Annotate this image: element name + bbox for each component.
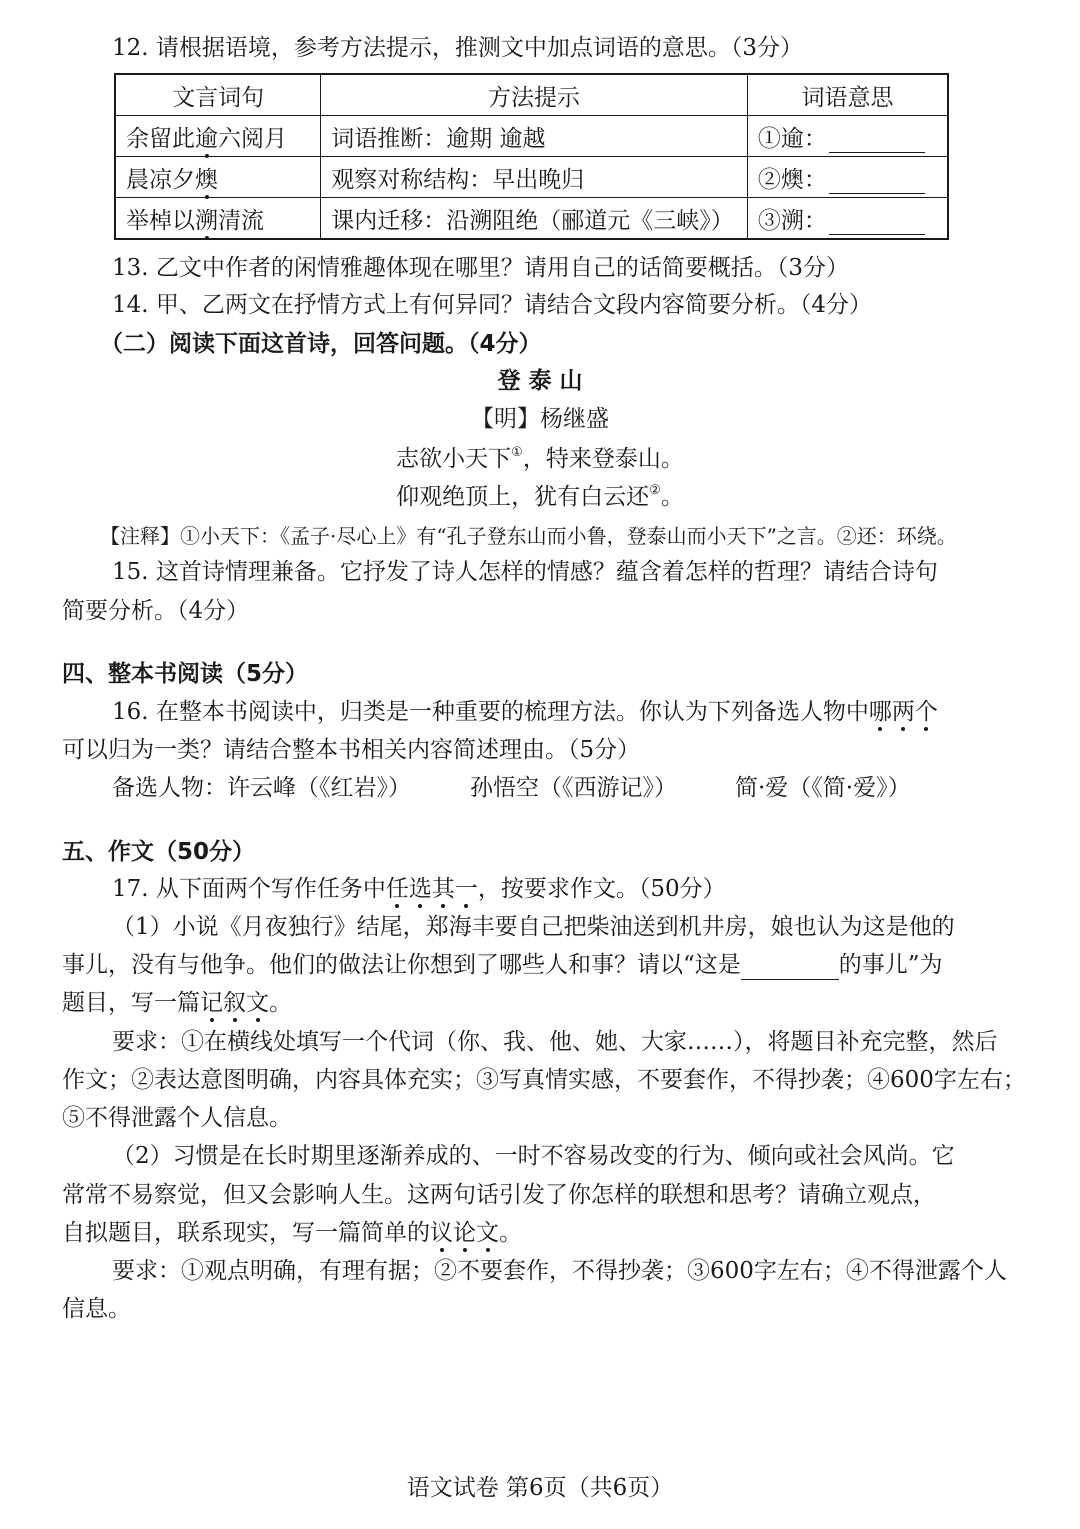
task-1-requirements: 要求：①在横线处填写一个代词（你、我、他、她、大家……），将题目补充完整，然后: [112, 1029, 998, 1055]
poem-line: [0, 444, 1080, 474]
section-heading: （二）阅读下面这首诗，回答问题。（4分）: [100, 331, 542, 357]
question-17: [112, 874, 726, 904]
dotted-char: 文: [246, 990, 269, 1016]
dotted-char: 任: [385, 876, 409, 902]
footnote-marker: ②: [649, 483, 661, 498]
table-row: [115, 198, 948, 240]
dotted-char: 议: [430, 1220, 453, 1246]
poem-line: [0, 482, 1080, 512]
title-blank[interactable]: [741, 957, 839, 980]
meaning-cell: [747, 198, 948, 240]
answer-blank[interactable]: [829, 212, 925, 235]
table-row: [115, 157, 948, 198]
question-14: 14. 甲、乙两文在抒情方式上有何异同？请结合文段内容简要分析。（4分）: [112, 292, 873, 318]
poem-text: 。: [660, 484, 684, 510]
dotted-char: 溯: [195, 207, 218, 234]
task-text: 事儿，没有与他争。他们的做法让你想到了哪些人和事？请以“这是: [62, 952, 741, 978]
hint-cell: 课内迁移：沿溯阻绝（郦道元《三峡》）: [321, 198, 748, 240]
page-footer: 语文试卷 第6页（共6页）: [406, 1475, 674, 1501]
task-text: 。: [499, 1220, 522, 1246]
section-heading: 五、作文（50分）: [62, 839, 256, 865]
meaning-cell: [747, 157, 948, 198]
task-1-cont: [62, 988, 292, 1018]
dotted-char: 记: [200, 990, 223, 1016]
question-16-cont: 可以归为一类？请结合整本书相关内容简述理由。（5分）: [62, 737, 641, 763]
poem-note: 【注释】①小天下：《孟子·尽心上》有“孔子登东山而小鲁，登泰山而小天下”之言。②还：环绕。: [100, 524, 957, 548]
dotted-char: 选: [408, 876, 432, 902]
question-12: 12. 请根据语境，参考方法提示，推测文中加点词语的意思。（3分）: [112, 35, 804, 61]
poem-title: 登 泰 山: [497, 368, 583, 394]
task-1-cont: [62, 950, 943, 980]
phrase-text: 晨凉夕: [126, 166, 195, 193]
task-2-cont: 常常不易察觉，但又会影响人生。这两句话引发了你怎样的联想和思考？请确立观点，: [62, 1182, 936, 1208]
task-text: 题目，写一篇: [62, 990, 200, 1016]
poem-text: 仰观绝顶上，犹有白云还: [396, 484, 650, 510]
task-1-requirements: ⑤不得泄露个人信息。: [62, 1105, 292, 1131]
meaning-label: ③溯：: [757, 207, 827, 234]
task-text: 自拟题目，联系现实，写一篇简单的: [62, 1220, 430, 1246]
dotted-char: 论: [453, 1220, 476, 1246]
vocab-table: [114, 73, 949, 240]
table-row: [115, 116, 948, 157]
question-text: 17. 从下面两个写作任务中: [112, 876, 386, 902]
dotted-char: 燠: [195, 166, 218, 193]
phrase-text: 清流: [218, 207, 264, 234]
meaning-label: ②燠：: [757, 166, 827, 193]
phrase-cell: [115, 116, 321, 157]
question-13: 13. 乙文中作者的闲情雅趣体现在哪里？请用自己的话简要概括。（3分）: [112, 255, 850, 281]
table-header: 词语意思: [747, 74, 948, 116]
poem-author: 【明】杨继盛: [471, 406, 609, 432]
answer-blank[interactable]: [829, 171, 925, 194]
answer-blank[interactable]: [829, 130, 925, 153]
task-text: 的事儿”为: [838, 952, 943, 978]
phrase-text: 六阅月: [218, 125, 287, 152]
dotted-char: 一: [454, 876, 478, 902]
footnote-marker: ①: [511, 445, 523, 460]
task-2: （2）习惯是在长时期里逐渐养成的、一时不容易改变的行为、倾向或社会风尚。它: [112, 1143, 955, 1169]
poem-text: ，特来登泰山。: [522, 446, 684, 472]
dotted-char: 逾: [195, 125, 218, 152]
dotted-char: 哪: [868, 699, 892, 725]
section-heading: 四、整本书阅读（5分）: [62, 661, 309, 687]
candidate-2: 孙悟空（《西游记》）: [470, 775, 677, 801]
dotted-char: 个: [914, 699, 938, 725]
dotted-char: 两: [891, 699, 915, 725]
task-1-requirements: 作文；②表达意图明确，内容具体充实；③写真情实感，不要套作，不得抄袭；④600字左右；: [62, 1067, 1026, 1093]
candidate-3: 简·爱（《简·爱》）: [735, 775, 911, 801]
meaning-label: ①逾：: [757, 125, 827, 152]
phrase-cell: [115, 198, 321, 240]
phrase-text: 举棹以: [126, 207, 195, 234]
table-header-row: [115, 74, 948, 116]
hint-cell: 词语推断：逾期 逾越: [321, 116, 748, 157]
question-15-cont: 简要分析。（4分）: [62, 598, 250, 624]
task-text: 。: [269, 990, 292, 1016]
hint-cell: 观察对称结构：早出晚归: [321, 157, 748, 198]
question-text: ，按要求作文。（50分）: [477, 876, 726, 902]
task-2-requirements: 要求：①观点明确，有理有据；②不要套作，不得抄袭；③600字左右；④不得泄露个人: [112, 1258, 1007, 1284]
task-2-cont: [62, 1218, 522, 1248]
table-header: 方法提示: [321, 74, 748, 116]
task-2-requirements: 信息。: [62, 1296, 131, 1322]
poem-text: 志欲小天下: [396, 446, 512, 472]
dotted-char: 其: [431, 876, 455, 902]
phrase-text: 余留此: [126, 125, 195, 152]
meaning-cell: [747, 116, 948, 157]
dotted-char: 叙: [223, 990, 246, 1016]
candidate-1: 备选人物：许云峰（《红岩》）: [112, 775, 411, 801]
task-1: （1）小说《月夜独行》结尾，郑海丰要自己把柴油送到机井房，娘也认为这是他的: [112, 914, 955, 940]
question-15: 15. 这首诗情理兼备。它抒发了诗人怎样的情感？蕴含着怎样的哲理？请结合诗句: [112, 559, 938, 585]
question-16: [112, 697, 938, 727]
table-header: 文言词句: [115, 74, 321, 116]
phrase-cell: [115, 157, 321, 198]
dotted-char: 文: [476, 1220, 499, 1246]
question-text: 16. 在整本书阅读中，归类是一种重要的梳理方法。你认为下列备选人物中: [112, 699, 869, 725]
